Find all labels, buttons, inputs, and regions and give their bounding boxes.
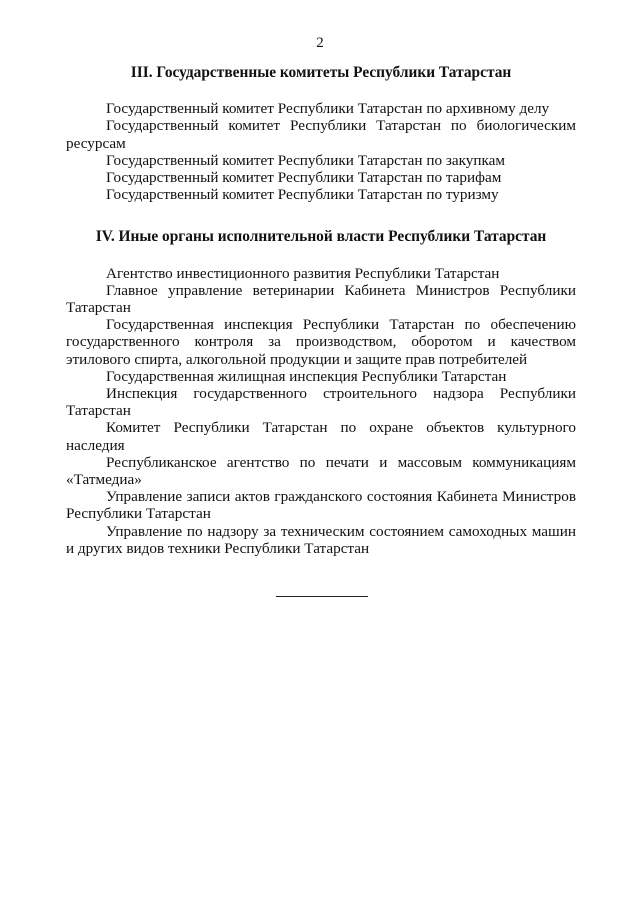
section-4-item: Агентство инвестиционного развития Республики Татарстан [106, 264, 500, 282]
section-3-item: Государственный комитет Республики Татарстан по тарифам [106, 169, 502, 187]
section-4-item: Государственная инспекция Республики Татарстан по обеспечению государственного контроля за производством, оборотом и качеством этилового спирта, алкогольной продукции и защите прав потребителей [66, 316, 576, 368]
section-4-item: Главное управление ветеринарии Кабинета Министров Республики Татарстан [66, 281, 576, 317]
section-4-list [66, 265, 576, 557]
section-4-item: Комитет Республики Татарстан по охране объектов культурного наследия [66, 419, 576, 454]
section-3-item: Государственный комитет Республики Татарстан по архивному делу [106, 100, 550, 118]
section-4-heading: IV. Иные органы исполнительной власти Республики Татарстан [95, 228, 547, 246]
section-4-item: Управление записи актов гражданского состояния Кабинета Министров Республики Татарстан [66, 488, 576, 523]
section-4-item: Государственная жилищная инспекция Республики Татарстан [106, 367, 507, 385]
section-4-item: Республиканское агентство по печати и массовым коммуникациям «Татмедиа» [66, 453, 576, 489]
end-separator-line [276, 596, 368, 597]
section-3-heading: III. Государственные комитеты Республики Татарстан [130, 64, 512, 81]
section-4-item: Инспекция государственного строительного надзора Республики Татарстан [66, 385, 576, 420]
section-3-item: Государственный комитет Республики Татарстан по закупкам [106, 151, 505, 169]
page-number: 2 [316, 35, 324, 51]
document-body [66, 64, 576, 557]
section-3-item: Государственный комитет Республики Татарстан по биологическим ресурсам [66, 117, 576, 152]
section-3-item: Государственный комитет Республики Татарстан по туризму [106, 186, 499, 204]
section-3-list [66, 100, 576, 203]
section-4-item: Управление по надзору за техническим состоянием самоходных машин и других видов техники Республики Татарстан [66, 522, 576, 557]
